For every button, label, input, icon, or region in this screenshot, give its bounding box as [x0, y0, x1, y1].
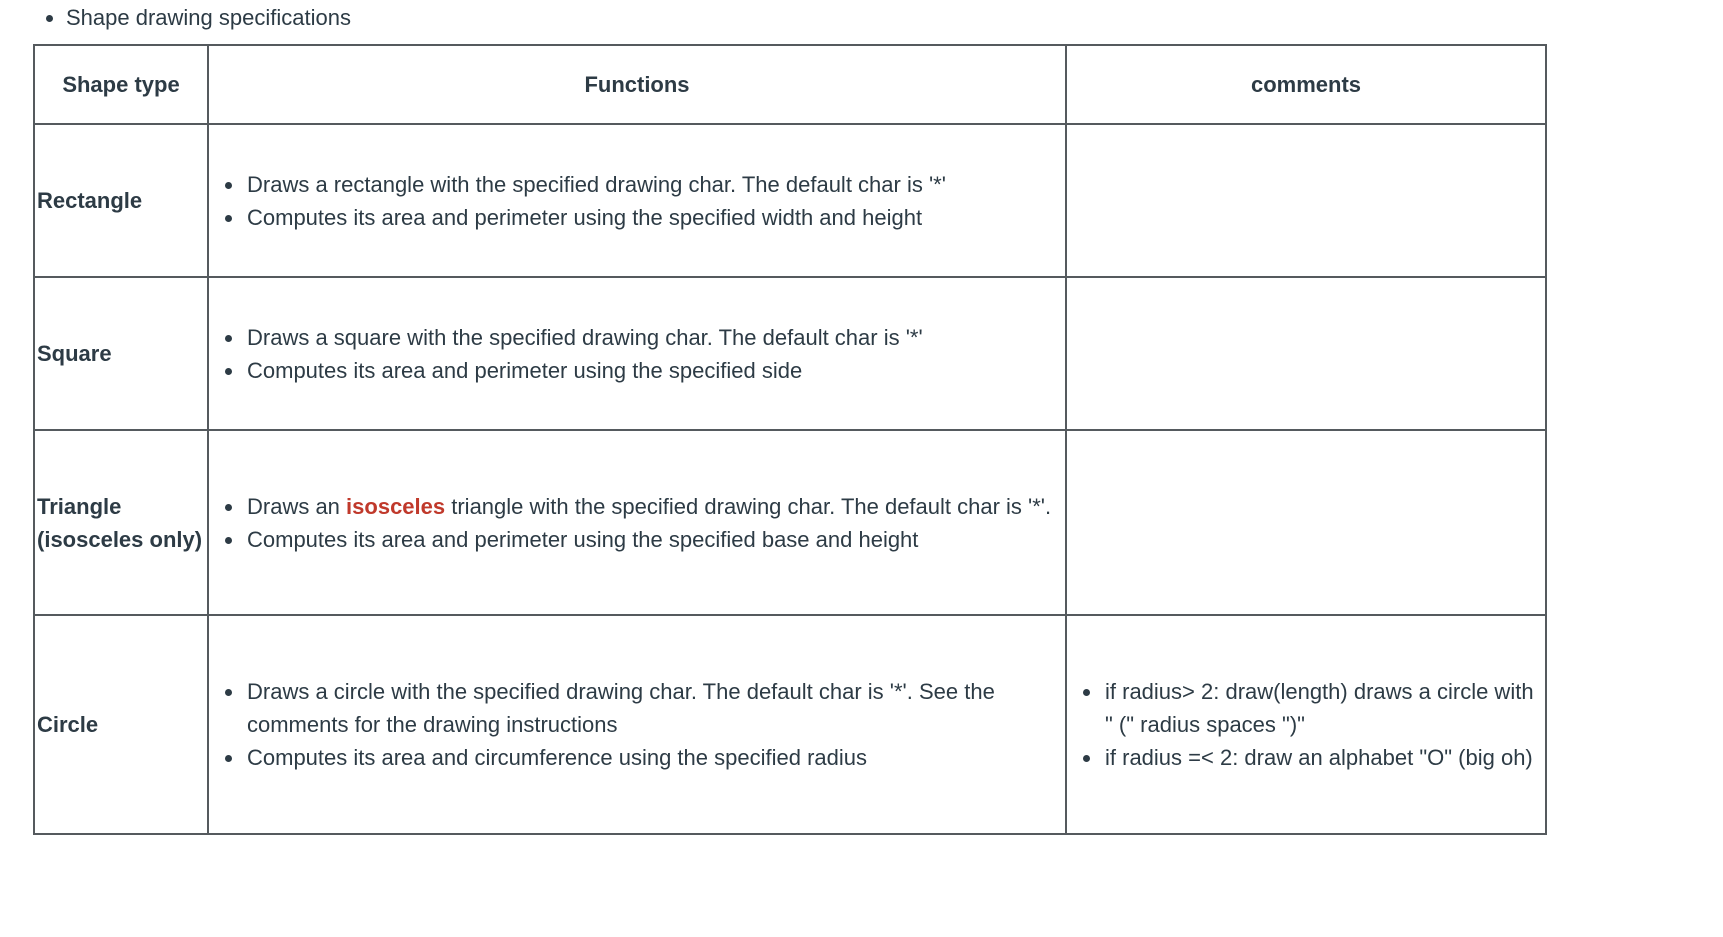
functions-cell: [208, 615, 1066, 834]
section-heading: • Shape drawing specifications: [66, 4, 351, 32]
function-item: • Computes its area and perimeter using the specified side: [245, 354, 1065, 387]
functions-list: [209, 168, 1065, 234]
comment-item: • if radius> 2: draw(length) draws a circle with " (" radius spaces ")": [1103, 675, 1541, 741]
function-item: • Draws a circle with the specified drawing char. The default char is '*'. See the comments for the drawing instructions: [245, 675, 1065, 741]
functions-list: [209, 675, 1065, 774]
function-item: • Computes its area and perimeter using the specified width and height: [245, 201, 1065, 234]
function-item: [245, 490, 1065, 523]
function-item: • Computes its area and perimeter using the specified base and height: [245, 523, 1065, 556]
section-heading-list: [48, 4, 351, 32]
functions-cell: [208, 277, 1066, 430]
shape-name: Rectangle: [37, 188, 143, 213]
comments-cell: [1066, 430, 1546, 615]
table-header-row: [34, 45, 1546, 124]
function-text-before: Draws an: [247, 493, 347, 519]
header-shape-type: Shape type: [34, 45, 208, 124]
shape-cell: [34, 277, 208, 430]
table-row-rectangle: [34, 124, 1546, 277]
shape-spec-table: [33, 44, 1547, 835]
shape-cell: [34, 124, 208, 277]
highlight-term: isosceles: [346, 493, 446, 519]
table-row-circle: [34, 615, 1546, 834]
comments-cell: [1066, 124, 1546, 277]
function-item: • Draws a square with the specified drawing char. The default char is '*': [245, 321, 1065, 354]
shape-cell: [34, 430, 208, 615]
comment-item: • if radius =< 2: draw an alphabet "O" (big oh): [1103, 741, 1541, 774]
functions-cell: [208, 430, 1066, 615]
comments-cell: [1066, 277, 1546, 430]
function-item: • Draws a rectangle with the specified drawing char. The default char is '*': [245, 168, 1065, 201]
shape-name: Circle: [37, 712, 99, 737]
table-row-square: [34, 277, 1546, 430]
function-text-after: triangle with the specified drawing char. The default char is '*'.: [445, 493, 1052, 519]
table-row-triangle: [34, 430, 1546, 615]
comments-list: [1067, 675, 1545, 774]
comments-cell: [1066, 615, 1546, 834]
functions-cell: [208, 124, 1066, 277]
shape-qualifier: (isosceles only): [37, 526, 203, 552]
functions-list: [209, 321, 1065, 387]
header-functions: Functions: [208, 45, 1066, 124]
functions-list: [209, 490, 1065, 556]
function-item: • Computes its area and circumference using the specified radius: [245, 741, 1065, 774]
shape-cell: [34, 615, 208, 834]
shape-name: Triangle: [37, 493, 122, 519]
shape-name: Square: [37, 341, 112, 366]
header-comments: comments: [1066, 45, 1546, 124]
